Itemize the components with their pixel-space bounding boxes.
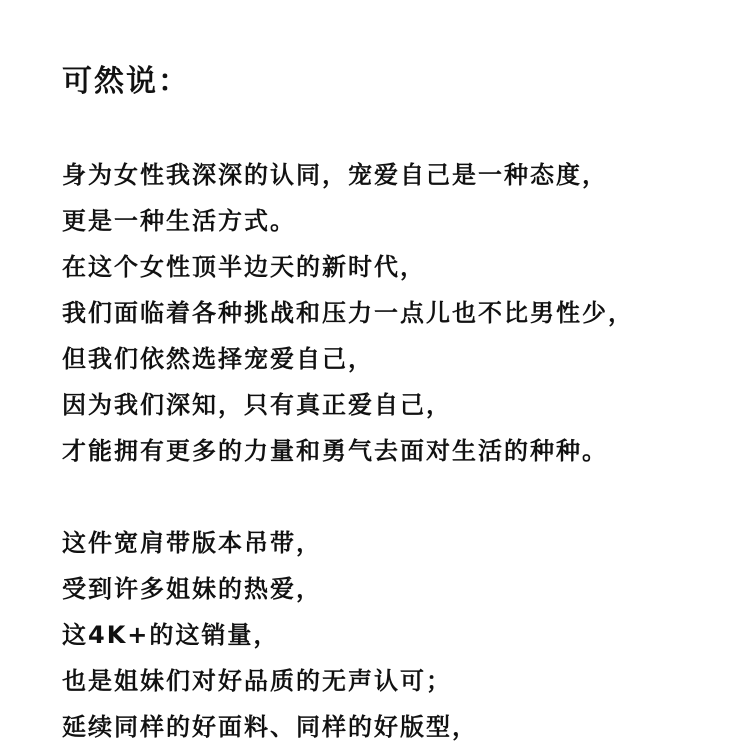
- paragraph-1: [62, 152, 634, 474]
- text-line: 但我们依然选择宠爱自己，: [62, 345, 374, 373]
- text-line: 这4K+的这销量，: [62, 621, 280, 649]
- text-line: 更是一种生活方式。: [62, 207, 296, 235]
- text-line: 身为女性我深深的认同，宠爱自己是一种态度，: [62, 161, 608, 189]
- text-line: 我们面临着各种挑战和压力一点儿也不比男性少，: [62, 299, 634, 327]
- text-line: 也是姐妹们对好品质的无声认可；: [62, 667, 452, 695]
- section-heading: 可然说：: [62, 64, 190, 99]
- text-line: 这件宽肩带版本吊带，: [62, 529, 322, 557]
- text-line: 才能拥有更多的力量和勇气去面对生活的种种。: [62, 437, 608, 465]
- text-line: 因为我们深知，只有真正爱自己，: [62, 391, 452, 419]
- paragraph-2: [62, 520, 478, 750]
- text-line: 延续同样的好面料、同样的好版型，: [62, 713, 478, 741]
- text-line: 在这个女性顶半边天的新时代，: [62, 253, 426, 281]
- text-line: 受到许多姐妹的热爱，: [62, 575, 322, 603]
